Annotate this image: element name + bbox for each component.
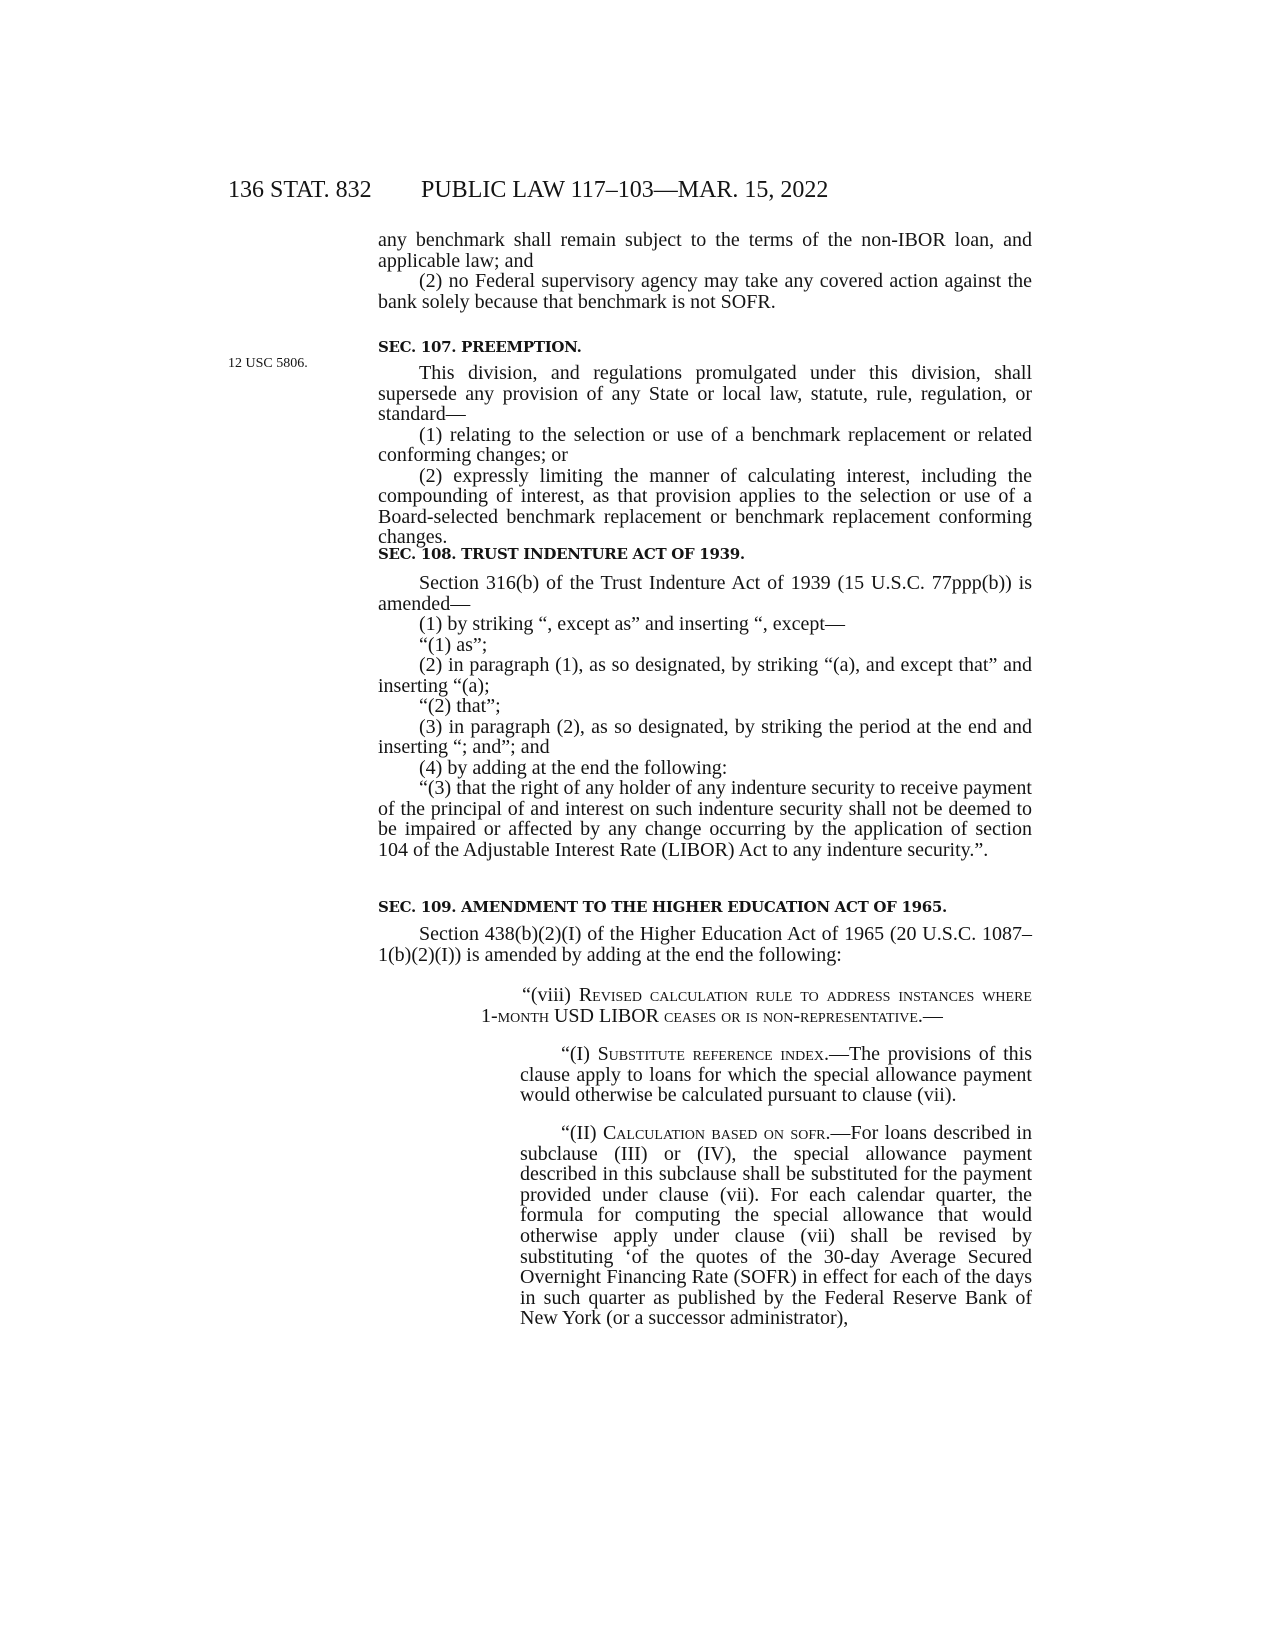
section-108-item-1a: “(1) as”; [419,633,488,656]
subclause-II-text: —For loans described in subclause (III) or (IV), the special allowance payment described in this subclause shall be substituted for the payment provided under clause (vii). For each calendar quarter, the formula for computing the special allowance that would otherwise apply under clause (vii) shall be revised by substituting ‘of the quotes of the 30-day Average Secured Overnight Financing Rate (SOFR) in effect for each of the days in such quarter as published by the Federal Reserve Bank of New York (or a successor administrator), [520,1122,1032,1330]
continuation-paragraph: any benchmark shall remain subject to the terms of the non-IBOR loan, and applicable law; and [378,229,1032,272]
section-109-body [378,924,1032,965]
section-107-item-2: (2) expressly limiting the manner of calculating interest, including the compounding of interest, as that provision applies to the selection or use of a Board-selected benchmark replacement or benchmark replacement conforming changes. [378,464,1032,548]
clause-viii-heading [481,985,1032,1026]
section-108-item-4a: “(3) that the right of any holder of any indenture security to receive payment of the principal of and interest on such indenture security shall not be deemed to be impaired or affected by any change occurring by the application of section 104 of the Adjustable Interest Rate (LIBOR) Act to any indenture security.”. [378,777,1032,861]
subclause-II-caption: Calculation based on sofr. [602,1122,831,1144]
margin-citation: 12 USC 5806. [228,356,308,371]
clause-viii [481,985,1032,1026]
section-108-item-2a: “(2) that”; [419,695,501,717]
subclause-I-text: —The provisions of this clause apply to loans for which the special allowance payment would otherwise be calculated pursuant to clause (vii). [520,1043,1033,1107]
clause-viii-number: “(viii) [522,984,579,1006]
section-107-item-1: (1) relating to the selection or use of a benchmark replacement or related conforming changes; or [378,423,1032,466]
section-108-intro: Section 316(b) of the Trust Indenture Act of 1939 (15 U.S.C. 77ppp(b)) is amended— [378,572,1032,615]
section-109-heading: SEC. 109. AMENDMENT TO THE HIGHER EDUCATION ACT OF 1965. [378,898,947,916]
subclause-I [520,1044,1032,1106]
subclause-I-paragraph [520,1044,1032,1106]
section-108-item-3: (3) in paragraph (2), as so designated, by striking the period at the end and inserting “; and”; and [378,715,1032,758]
subclause-II-number: “(II) [561,1122,603,1144]
page-stat-reference: 136 STAT. 832 [228,177,372,203]
section-107-intro: This division, and regulations promulgated under this division, shall supersede any provision of any State or local law, statute, rule, regulation, or standard— [378,362,1032,425]
subclause-I-caption: Substitute reference index. [597,1043,829,1065]
section-108-item-4: (4) by adding at the end the following: [419,756,728,779]
running-header-title: PUBLIC LAW 117–103—MAR. 15, 2022 [421,177,829,203]
section-107-body [378,363,1032,548]
section-108-heading: SEC. 108. TRUST INDENTURE ACT OF 1939. [378,545,745,563]
continuation-text [378,230,1032,312]
section-109-intro: Section 438(b)(2)(I) of the Higher Education Act of 1965 (20 U.S.C. 1087–1(b)(2)(I)) is amended by adding at the end the following: [378,923,1032,966]
section-107-heading: SEC. 107. PREEMPTION. [378,338,582,356]
subclause-I-number: “(I) [561,1043,598,1065]
section-108-item-2: (2) in paragraph (1), as so designated, by striking “(a), and except that” and inserting “(a); [378,654,1032,697]
continuation-item-2: (2) no Federal supervisory agency may take any covered action against the bank solely because that benchmark is not SOFR. [378,270,1032,313]
clause-viii-caption: Revised calculation rule to address instances where 1-month USD LIBOR ceases or is non-representative.— [481,984,1032,1027]
subclause-II [520,1123,1032,1329]
section-108-item-1: (1) by striking “, except as” and inserting “, except— [419,613,845,635]
subclause-II-paragraph [520,1123,1032,1329]
section-108-body [378,573,1032,860]
